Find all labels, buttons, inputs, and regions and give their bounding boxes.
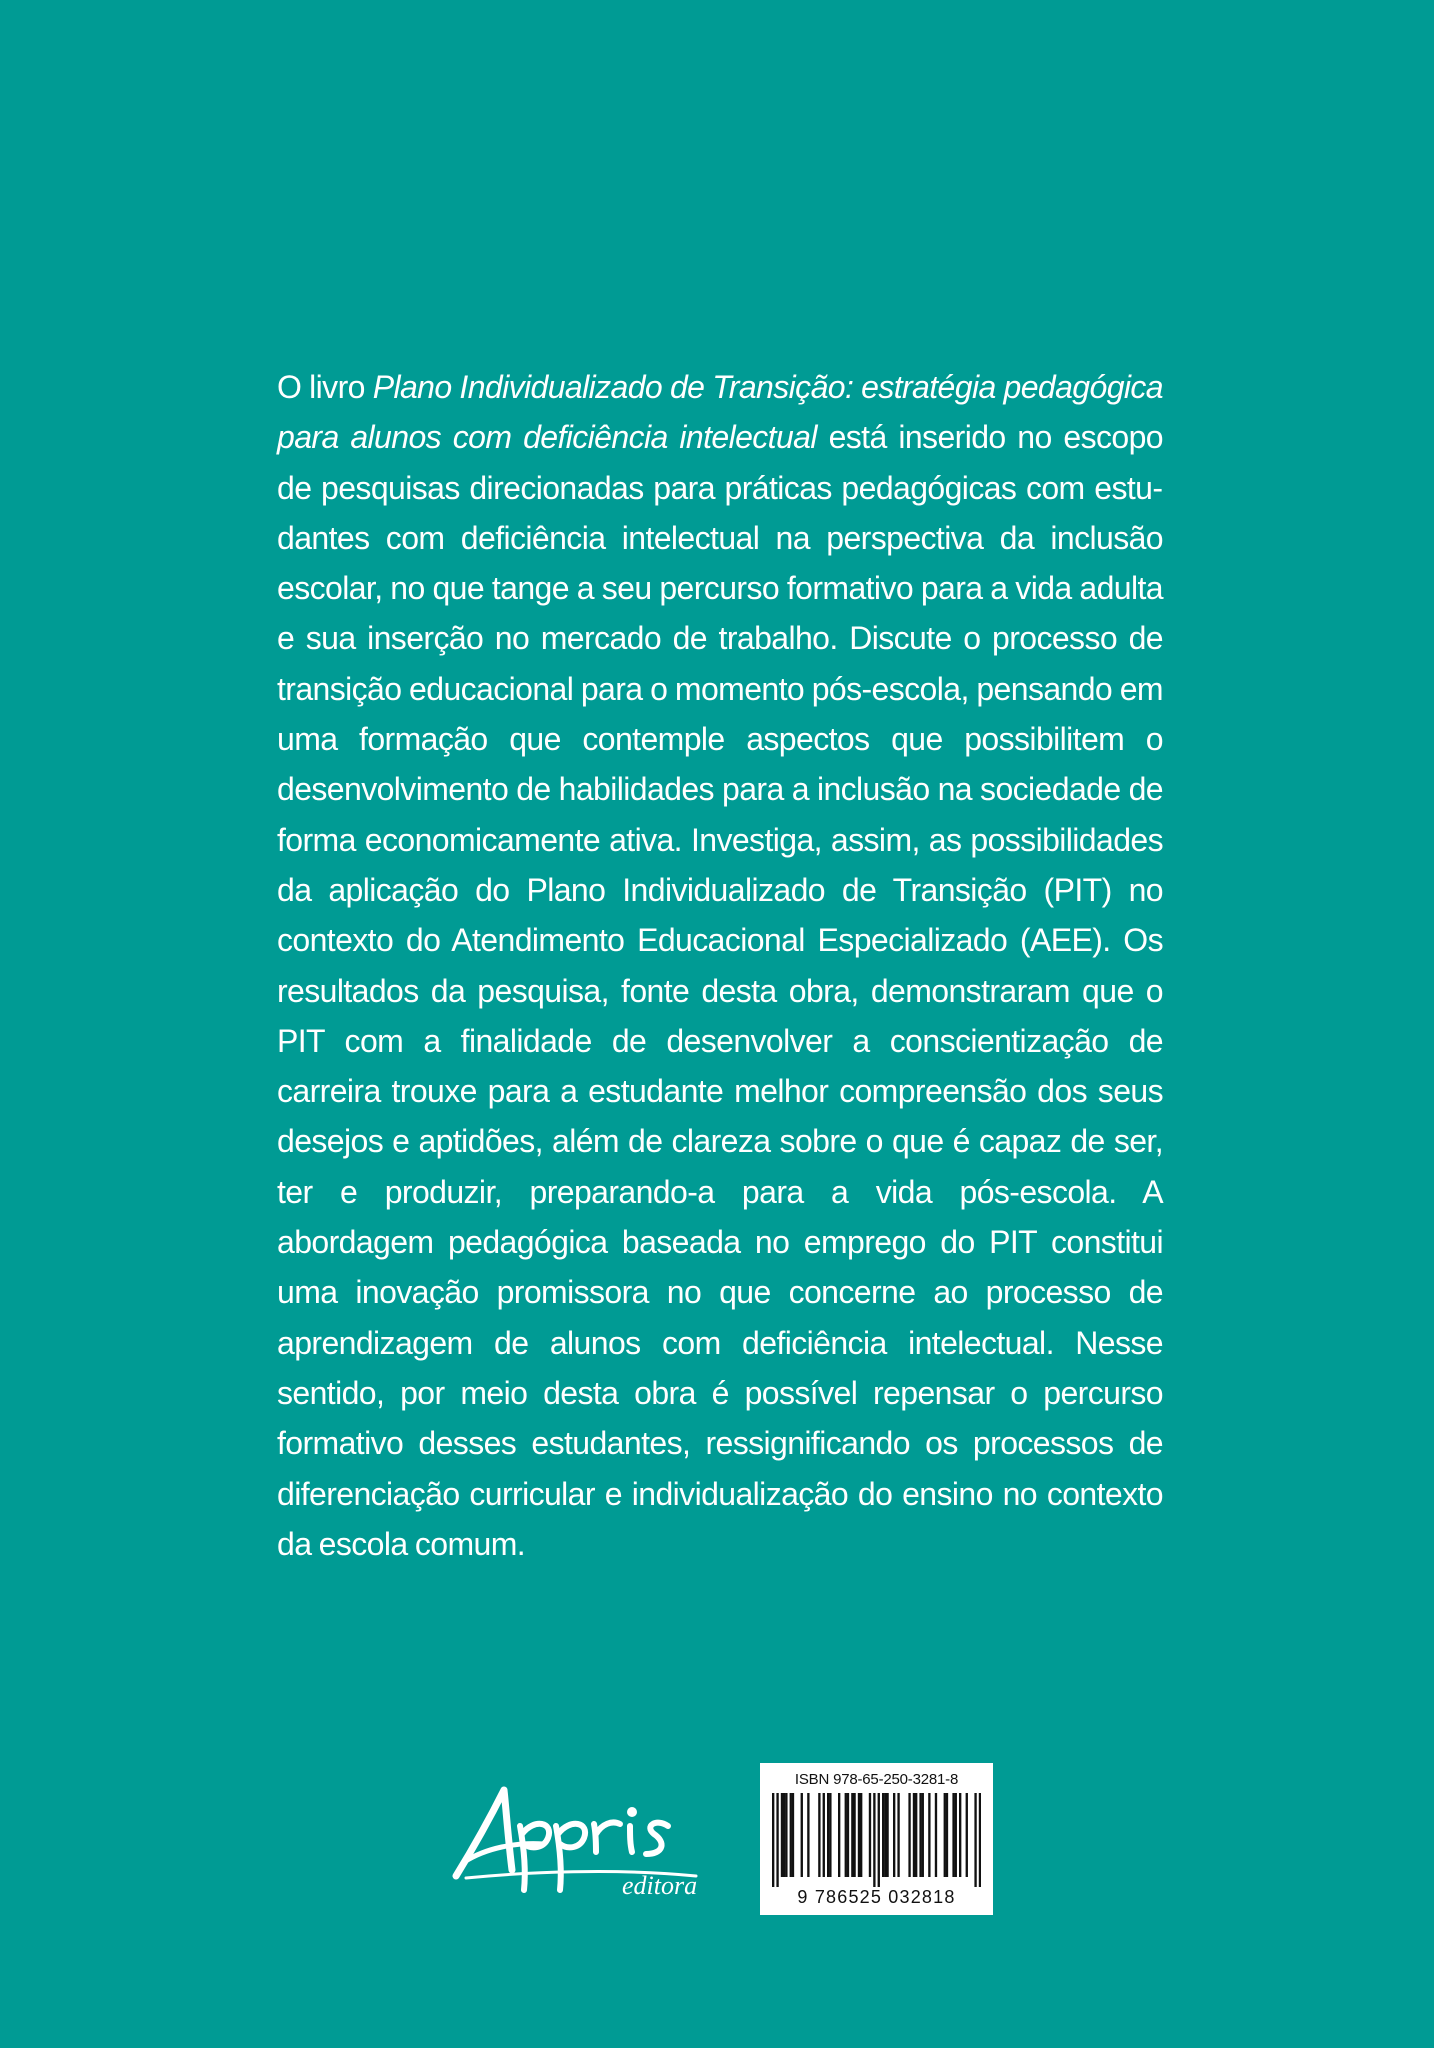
barcode-bar [913, 1793, 915, 1877]
barcode-bar [944, 1793, 946, 1877]
barcode-bar [829, 1793, 831, 1877]
barcode-bar [801, 1793, 803, 1877]
back-cover-blurb [277, 362, 1163, 1569]
barcode-bar [886, 1793, 888, 1877]
barcode-guard-bar [878, 1793, 880, 1887]
barcode-bar [858, 1793, 860, 1877]
barcode-bar [959, 1793, 961, 1877]
barcode-icon [772, 1793, 981, 1887]
barcode-bar [915, 1793, 917, 1877]
barcode-bar [847, 1793, 849, 1877]
barcode-bar [792, 1793, 794, 1877]
barcode-bar [928, 1793, 930, 1877]
appris-editora-logo [446, 1778, 714, 1898]
barcode-bar [919, 1793, 921, 1877]
barcode-bar [781, 1793, 783, 1877]
barcode-guard-bar [776, 1793, 778, 1887]
barcode-bar [884, 1793, 886, 1877]
barcode-guard-bar [873, 1793, 875, 1887]
barcode-bar [893, 1793, 895, 1877]
barcode-bar [882, 1793, 884, 1877]
barcode-guard-bar [979, 1793, 981, 1887]
barcode-bar [818, 1793, 820, 1877]
barcode-bar [952, 1793, 954, 1877]
isbn-barcode [760, 1763, 993, 1915]
barcode-bar [935, 1793, 937, 1877]
book-title: Plano Individualizado de Transição: estratégia pedagógica para alunos com deficiência intelectual [277, 369, 1163, 456]
barcode-bar [966, 1793, 968, 1877]
barcode-bar [827, 1793, 829, 1877]
barcode-bar [955, 1793, 957, 1877]
barcode-bar [783, 1793, 785, 1877]
barcode-bar [853, 1793, 855, 1877]
barcode-bar [851, 1793, 853, 1877]
blurb-paragraph [277, 362, 1163, 1569]
isbn-label: ISBN 978-65-250-3281-8 [794, 1771, 959, 1788]
logo-subtitle: editora [622, 1871, 698, 1898]
barcode-bar [897, 1793, 899, 1877]
barcode-bar [869, 1793, 871, 1877]
barcode-bar [785, 1793, 787, 1877]
barcode-guard-bar [772, 1793, 774, 1887]
blurb-body: está inserido no escopo de pesquisas direcionadas para práticas pedagógicas com estudantes com deficiência intelectual na perspectiva da inclusão escolar, no que tange a seu percurso formativo para a vida adulta e sua inserção no mercado de trabalho. Discute o processo de transição educacional para o momento pós-escola, pensando em uma formação que contemple aspectos que possibilitem o desenvolvimento de habilidades para a inclusão na sociedade de forma economicamente ativa. Investiga, assim, as possibilidades da aplicação do Plano Individualizado de Transição (PIT) no contexto do Atendimento Educacional Especializado (AEE). Os resultados da pesquisa, fonte desta obra, demonstraram que o PIT com a finalidade de desenvolver a conscientização de carreira trouxe para a estudante melhor compreensão dos seus desejos e aptidões, além de clareza sobre o que é capaz de ser, ter e produzir, preparando-a para a vida pós-escola. A abordagem pedagógica baseada no emprego do PIT constitui uma inovação promissora no que concerne ao processo de aprendizagem de alunos com deficiência intelectual. Nesse sentido, por meio desta obra é possível repensar o percurso formativo desses estudantes, ressignificando os processos de diferenciação curricular e individualização do ensino no contexto da escola comum. [277, 419, 1163, 1562]
barcode-bar [908, 1793, 910, 1877]
ean-digits: 9 786525 032818 [797, 1887, 956, 1907]
barcode-bar [807, 1793, 809, 1877]
barcode-bar [860, 1793, 862, 1877]
appris-logo-icon [446, 1778, 714, 1898]
barcode-bar [922, 1793, 924, 1877]
barcode-bar [845, 1793, 847, 1877]
barcode-bar [823, 1793, 825, 1877]
barcode-guard-bar [974, 1793, 976, 1887]
barcode-bar [838, 1793, 840, 1877]
barcode-bar [790, 1793, 792, 1877]
blurb-intro: O livro [277, 369, 373, 405]
barcode-bar [946, 1793, 948, 1877]
